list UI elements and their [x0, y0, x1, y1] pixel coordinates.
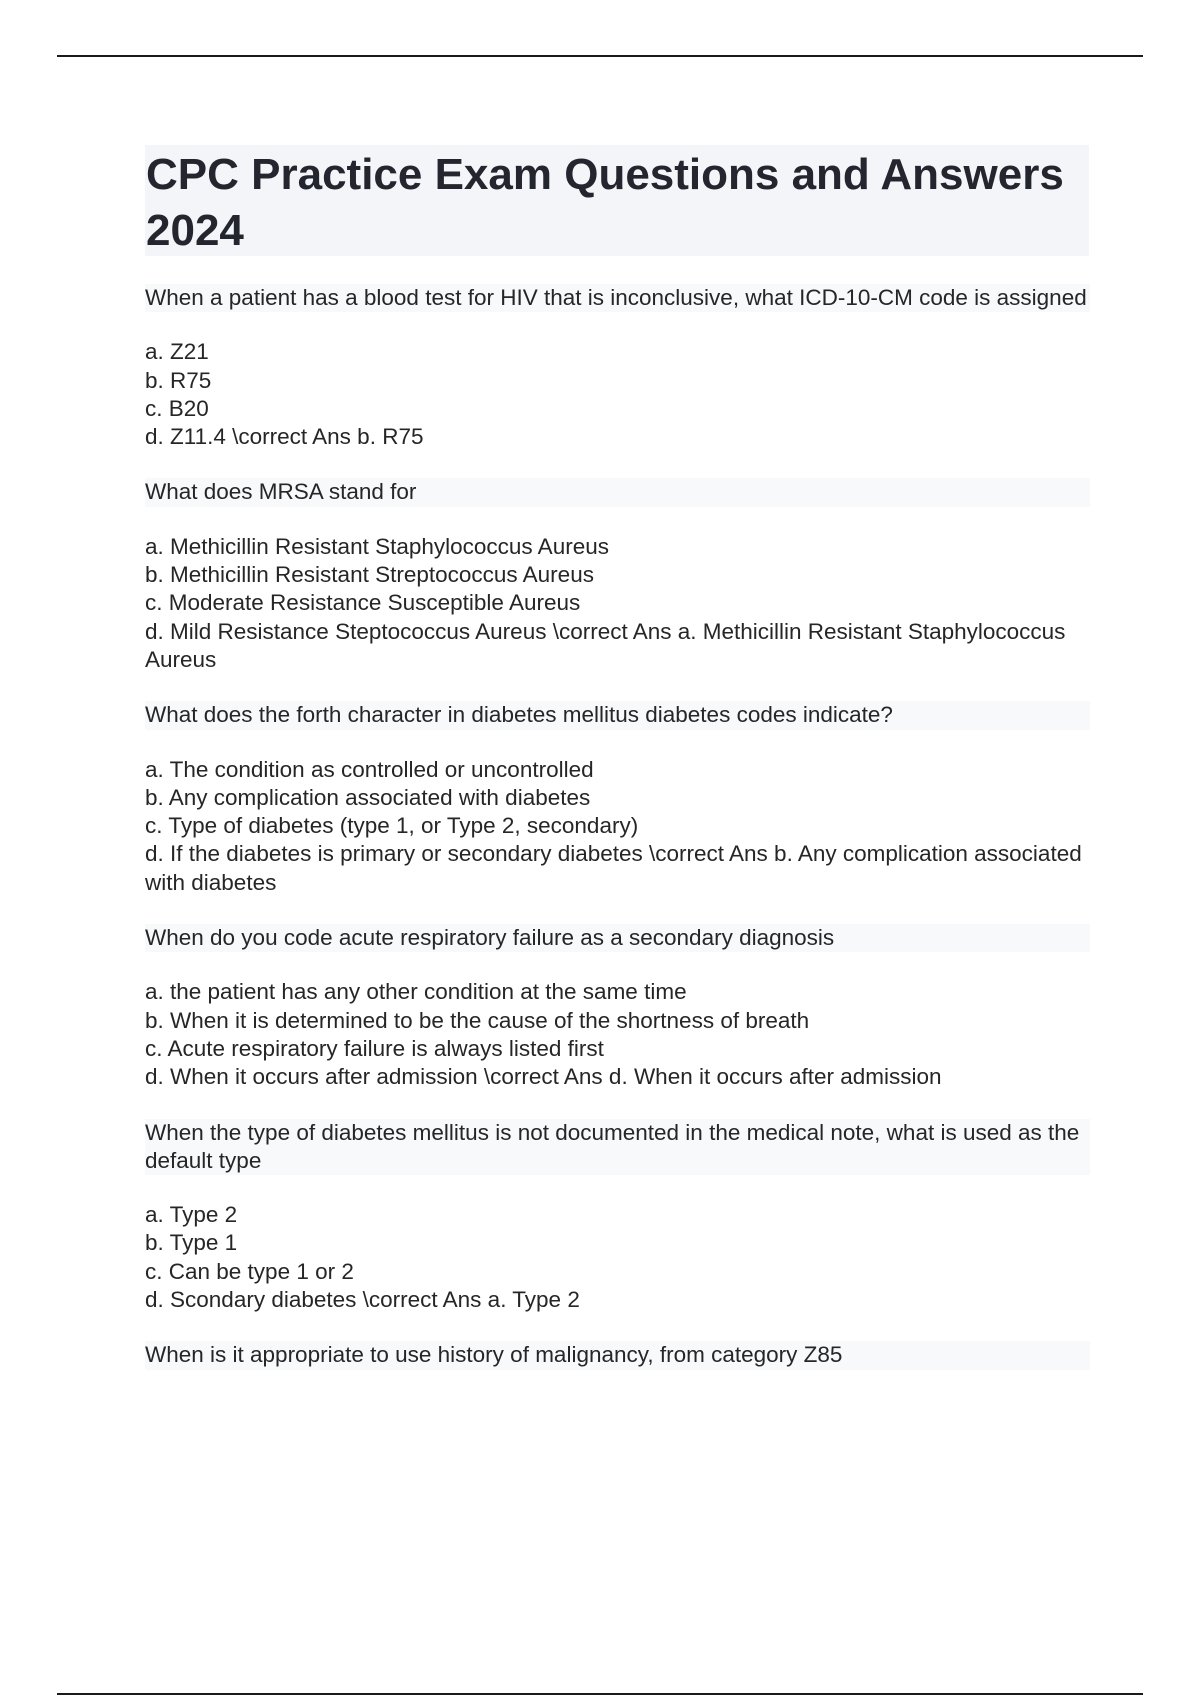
question-6: [145, 1341, 1090, 1369]
option-a: a. Methicillin Resistant Staphylococcus Aureus: [145, 533, 609, 559]
option-a: a. the patient has any other condition at the same time: [145, 979, 687, 1005]
question-text: When a patient has a blood test for HIV that is inconclusive, what ICD-10-CM code is assigned: [145, 284, 1090, 312]
option-b: b. Type 1: [145, 1230, 238, 1256]
option-c: c. Can be type 1 or 2: [145, 1258, 354, 1284]
title-block: [145, 145, 1089, 256]
question-text: When do you code acute respiratory failure as a secondary diagnosis: [145, 924, 1090, 952]
option-c: c. B20: [145, 395, 209, 421]
question-5: [145, 1119, 1090, 1315]
option-d-with-answer: d. Mild Resistance Steptococcus Aureus \correct Ans a. Methicillin Resistant Staphylococcus Aureus: [145, 618, 1066, 672]
option-a: a. Type 2: [145, 1202, 238, 1228]
answer-options: [145, 338, 1090, 451]
question-text: When the type of diabetes mellitus is not documented in the medical note, what is used as the default type: [145, 1119, 1090, 1176]
option-d-with-answer: d. Z11.4 \correct Ans b. R75: [145, 424, 424, 450]
option-b: b. Methicillin Resistant Streptococcus Aureus: [145, 562, 594, 588]
option-c: c. Type of diabetes (type 1, or Type 2, secondary): [145, 813, 639, 839]
option-b: b. R75: [145, 367, 212, 393]
option-d-with-answer: d. When it occurs after admission \correct Ans d. When it occurs after admission: [145, 1064, 942, 1090]
option-c: c. Moderate Resistance Susceptible Aureus: [145, 590, 581, 616]
option-d-with-answer: d. If the diabetes is primary or secondary diabetes \correct Ans b. Any complication associated with diabetes: [145, 841, 1082, 895]
question-2: [145, 478, 1090, 674]
question-3: [145, 701, 1090, 897]
option-c: c. Acute respiratory failure is always listed first: [145, 1035, 604, 1061]
question-1: [145, 284, 1090, 451]
answer-options: [145, 756, 1090, 897]
answer-options: [145, 978, 1090, 1091]
page-top-rule: [57, 55, 1143, 57]
document-title: CPC Practice Exam Questions and Answers 2024: [146, 150, 1064, 255]
question-4: [145, 924, 1090, 1091]
answer-options: [145, 1201, 1090, 1314]
page-bottom-rule: [57, 1693, 1143, 1695]
question-text: What does MRSA stand for: [145, 478, 1090, 506]
answer-options: [145, 533, 1090, 674]
question-list: [145, 284, 1090, 1397]
option-b: b. When it is determined to be the cause of the shortness of breath: [145, 1007, 810, 1033]
question-text: What does the forth character in diabetes mellitus diabetes codes indicate?: [145, 701, 1090, 729]
option-d-with-answer: d. Scondary diabetes \correct Ans a. Type 2: [145, 1287, 580, 1313]
option-a: a. The condition as controlled or uncontrolled: [145, 756, 594, 782]
option-a: a. Z21: [145, 339, 209, 365]
question-text: When is it appropriate to use history of malignancy, from category Z85: [145, 1341, 1090, 1369]
option-b: b. Any complication associated with diabetes: [145, 784, 591, 810]
